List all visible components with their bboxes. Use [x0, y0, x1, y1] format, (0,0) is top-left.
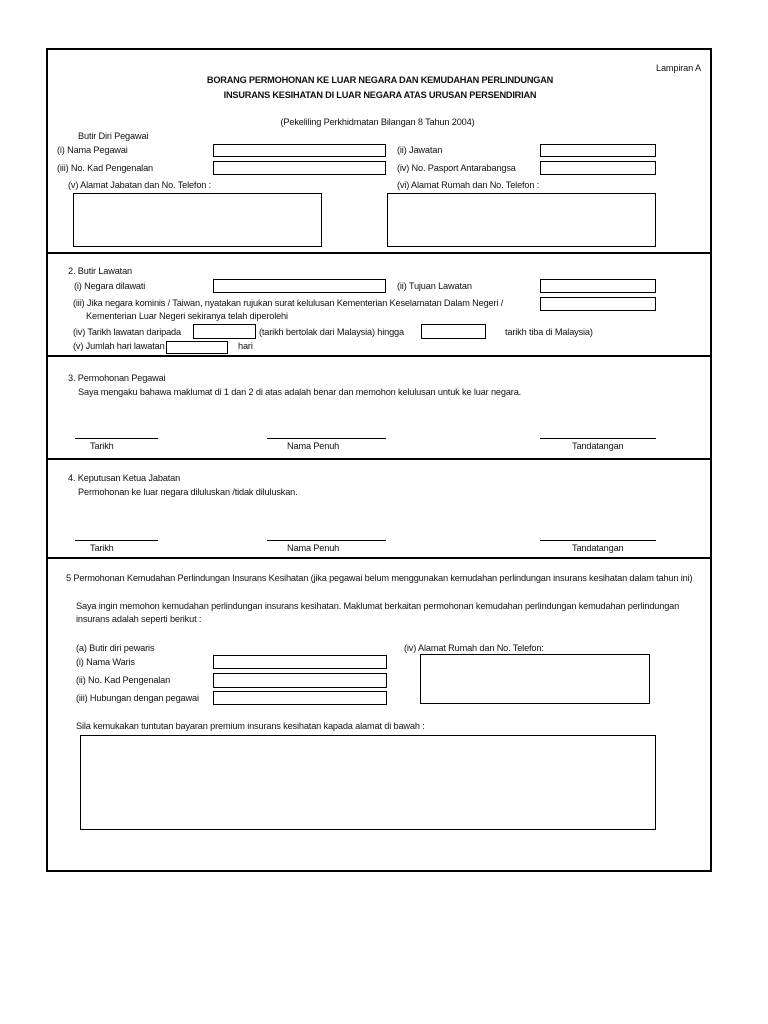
visit-details-heading: 2. Butir Lawatan [68, 266, 132, 276]
date-signature-line [75, 438, 158, 439]
passport-input[interactable] [540, 161, 656, 175]
heir-address-label: (iv) Alamat Rumah dan No. Telefon: [404, 643, 544, 653]
officer-declaration: Saya mengaku bahawa maklumat di 1 dan 2 di atas adalah benar dan memohon kelulusan untuk ke luar negara. [78, 387, 522, 397]
officer-name-input[interactable] [213, 144, 386, 157]
premium-address-label: Sila kemukakan tuntutan bayaran premium insurans kesihatan kapada alamat di bawah : [76, 721, 425, 731]
date-to-note: tarikh tiba di Malaysia) [505, 327, 593, 337]
position-input[interactable] [540, 144, 656, 157]
visit-days-label: (v) Jumlah hari lawatan [73, 341, 165, 351]
date-caption: Tarikh [90, 543, 114, 553]
insurance-intro-line-2: insurans adalah seperti berikut : [76, 614, 202, 624]
home-address-textarea[interactable] [387, 193, 656, 247]
heir-details-heading: (a) Butir diri pewaris [76, 643, 155, 653]
date-signature-line [75, 540, 158, 541]
heir-name-input[interactable] [213, 655, 387, 669]
date-to-input[interactable] [421, 324, 486, 339]
office-address-textarea[interactable] [73, 193, 322, 247]
insurance-intro-line-1: Saya ingin memohon kemudahan perlindungan insurans kesihatan. Maklumat berkaitan permohonan kemudahan perlindungan kemudahan perlindungan [76, 601, 680, 611]
section-divider [46, 557, 712, 559]
passport-label: (iv) No. Pasport Antarabangsa [397, 163, 516, 173]
officer-application-heading: 3. Permohonan Pegawai [68, 373, 166, 383]
appendix-label: Lampiran A [656, 63, 701, 73]
head-decision-heading: 4. Keputusan Ketua Jabatan [68, 473, 181, 483]
officer-name-label: (i) Nama Pegawai [57, 145, 128, 155]
officer-ic-input[interactable] [213, 161, 386, 175]
approval-reference-label: (iii) Jika negara kominis / Taiwan, nyatakan rujukan surat kelulusan Kementerian Keselamatan Dalam Negeri / [73, 298, 504, 308]
section-divider [46, 355, 712, 357]
date-from-note: (tarikh bertolak dari Malaysia) hingga [259, 327, 404, 337]
purpose-label: (ii) Tujuan Lawatan [397, 281, 472, 291]
form-title-line-2: INSURANS KESIHATAN DI LUAR NEGARA ATAS URUSAN PERSENDIRIAN [223, 90, 537, 100]
officer-details-heading: Butir Diri Pegawai [78, 131, 149, 141]
visit-days-input[interactable] [166, 341, 228, 354]
heir-relation-input[interactable] [213, 691, 387, 705]
date-from-label: (iv) Tarikh lawatan daripada [73, 327, 181, 337]
office-address-label: (v) Alamat Jabatan dan No. Telefon : [68, 180, 212, 190]
signature-caption: Tandatangan [572, 543, 624, 553]
heir-name-label: (i) Nama Waris [76, 657, 135, 667]
full-name-caption: Nama Penuh [287, 543, 340, 553]
officer-ic-label: (iii) No. Kad Pengenalan [57, 163, 153, 173]
date-from-input[interactable] [193, 324, 256, 339]
home-address-label: (vi) Alamat Rumah dan No. Telefon : [397, 180, 540, 190]
full-name-signature-line [267, 540, 386, 541]
country-label: (i) Negara dilawati [74, 281, 146, 291]
full-name-caption: Nama Penuh [287, 441, 340, 451]
date-caption: Tarikh [90, 441, 114, 451]
premium-address-textarea[interactable] [80, 735, 656, 830]
head-decision-statement: Permohonan ke luar negara diluluskan /tidak diluluskan. [78, 487, 298, 497]
signature-line [540, 438, 656, 439]
position-label: (ii) Jawatan [397, 145, 443, 155]
signature-line [540, 540, 656, 541]
insurance-application-heading: 5 Permohonan Kemudahan Perlindungan Insurans Kesihatan (jika pegawai belum menggunakan kemudahan perlindungan insurans kesihatan dalam tahun ini) [66, 573, 693, 583]
section-divider [46, 458, 712, 460]
circular-reference: (Pekeliling Perkhidmatan Bilangan 8 Tahun 2004) [280, 117, 475, 127]
signature-caption: Tandatangan [572, 441, 624, 451]
country-input[interactable] [213, 279, 386, 293]
heir-ic-input[interactable] [213, 673, 387, 688]
visit-days-unit: hari [238, 341, 253, 351]
approval-reference-input[interactable] [540, 297, 656, 311]
purpose-input[interactable] [540, 279, 656, 293]
heir-ic-label: (ii) No. Kad Pengenalan [76, 675, 171, 685]
heir-relation-label: (iii) Hubungan dengan pegawai [76, 693, 199, 703]
section-divider [46, 252, 712, 254]
full-name-signature-line [267, 438, 386, 439]
heir-address-textarea[interactable] [420, 654, 650, 704]
form-title-line-1: BORANG PERMOHONAN KE LUAR NEGARA DAN KEMUDAHAN PERLINDUNGAN [206, 75, 554, 85]
approval-reference-label-cont: Kementerian Luar Negeri sekiranya telah diperolehi [86, 311, 288, 321]
